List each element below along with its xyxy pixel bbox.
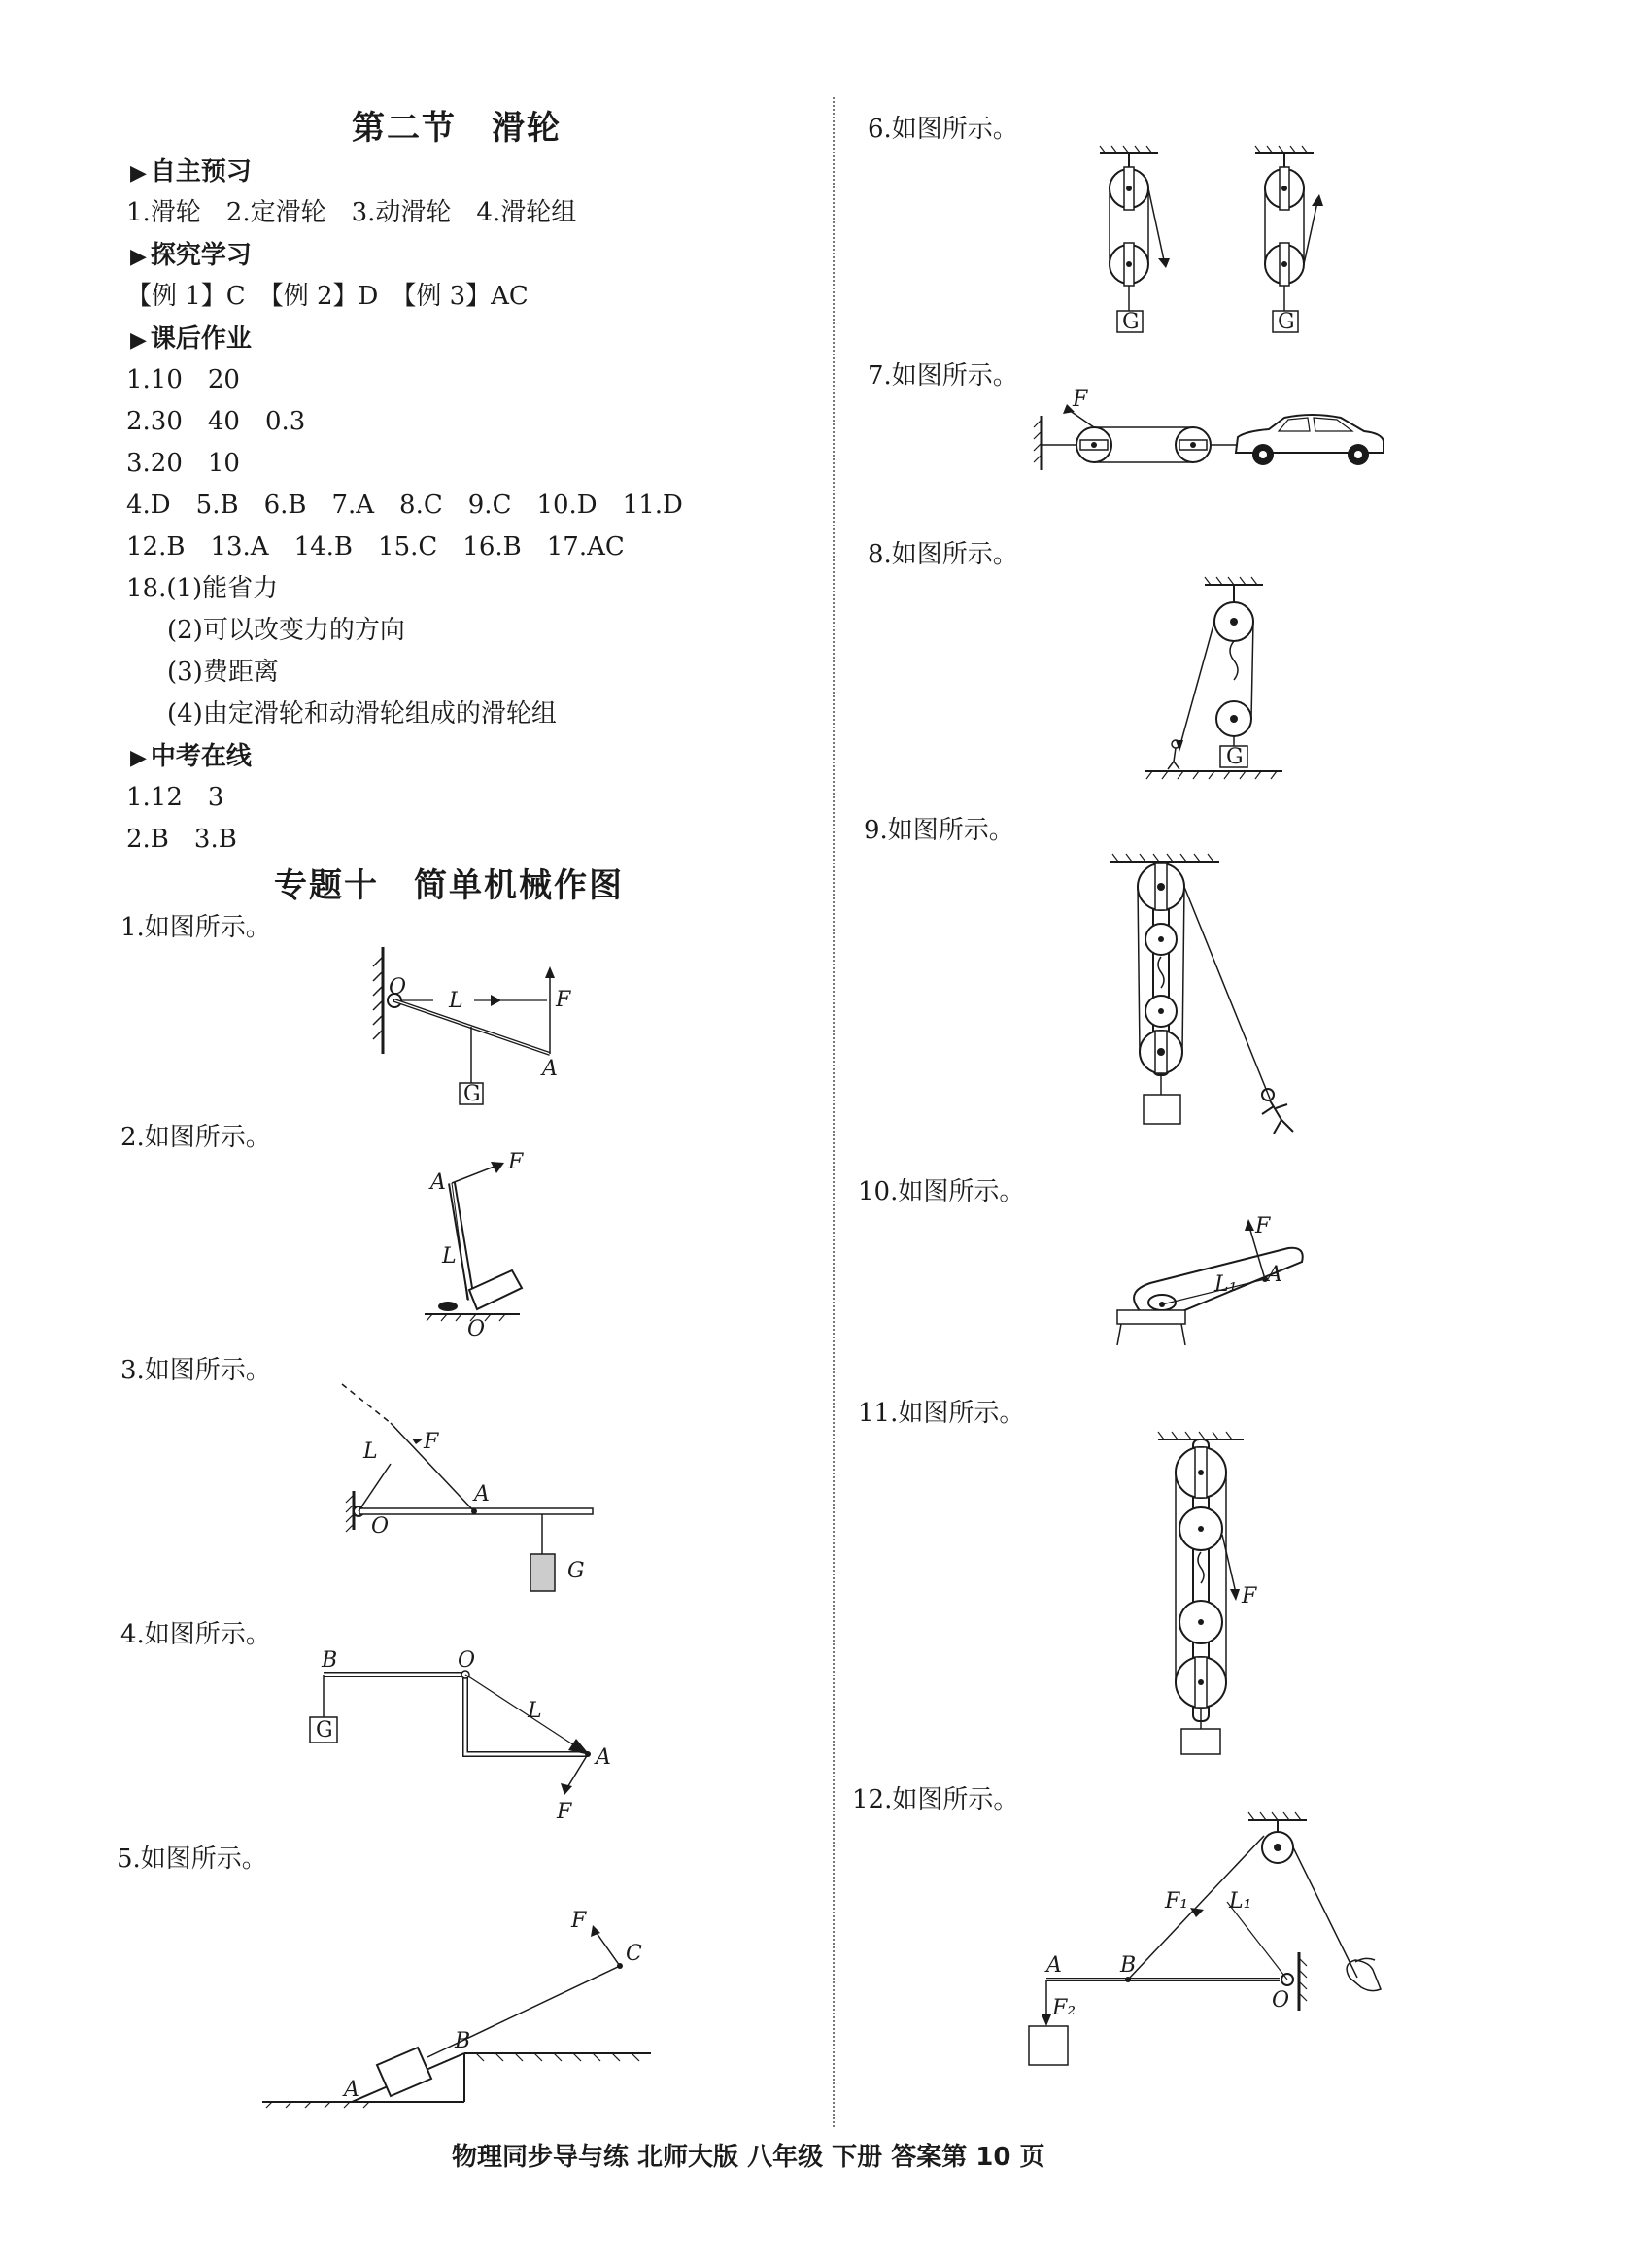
figure-caption: 2.如图所示。 <box>120 1123 271 1152</box>
label-F1: F₁ <box>1165 1889 1189 1913</box>
car-icon <box>1236 415 1384 465</box>
hand-icon <box>1347 1958 1381 1990</box>
label-O: O <box>1272 1988 1290 2013</box>
pulley-system-right <box>1255 146 1323 334</box>
label-O: O <box>389 975 407 999</box>
homework-line: (3)费距离 <box>167 658 279 687</box>
label-L: L <box>442 1244 457 1269</box>
preview-answers: 1.滑轮 2.定滑轮 3.动滑轮 4.滑轮组 <box>126 198 577 227</box>
homework-line: 2.30 40 0.3 <box>126 407 306 436</box>
figure-4-bent-lever-diagram <box>306 1647 636 1822</box>
section-title: 第二节 滑轮 <box>352 109 562 148</box>
label-B: B <box>322 1648 338 1673</box>
figure-caption: 11.如图所示。 <box>858 1399 1025 1428</box>
label-B: B <box>1120 1953 1137 1978</box>
label-F2: F₂ <box>1052 1996 1076 2020</box>
heading-inquiry: ▶ 探究学习 <box>130 235 252 271</box>
label-F: F <box>1242 1584 1257 1608</box>
label-F: F <box>1073 388 1088 412</box>
label-G: G <box>316 1718 333 1743</box>
label-F: F <box>571 1909 587 1933</box>
figure-8-pulley-diagram <box>1137 573 1292 796</box>
heading-exam: ▶ 中考在线 <box>130 736 252 772</box>
figure-caption: 7.如图所示。 <box>868 361 1018 390</box>
page-footer: 物理同步导与练 北师大版 八年级 下册 答案第 10 页 <box>452 2143 1045 2172</box>
label-F: F <box>556 988 571 1012</box>
label-A: A <box>1046 1953 1062 1978</box>
figure-7-car-pulley-diagram <box>1030 389 1409 486</box>
heading-preview: ▶ 自主预习 <box>130 152 252 187</box>
figure-caption: 4.如图所示。 <box>120 1620 271 1649</box>
label-L1: L₁ <box>1229 1889 1252 1913</box>
label-B: B <box>455 2029 471 2053</box>
figure-caption: 8.如图所示。 <box>868 540 1018 569</box>
figure-6-pulley-diagrams <box>1088 146 1341 345</box>
label-O: O <box>458 1648 476 1673</box>
figure-caption: 5.如图所示。 <box>117 1845 267 1874</box>
label-L1: L₁ <box>1214 1272 1238 1297</box>
figure-caption: 6.如图所示。 <box>868 115 1018 144</box>
heading-homework: ▶ 课后作业 <box>130 319 252 355</box>
label-L: L <box>363 1439 378 1464</box>
label-F: F <box>1255 1214 1271 1238</box>
label-O: O <box>467 1317 486 1341</box>
label-A: A <box>474 1482 490 1506</box>
figure-11-pulley-chain-diagram <box>1137 1428 1273 1768</box>
exam-line: 1.12 3 <box>126 783 224 812</box>
person-icon <box>1262 1089 1293 1134</box>
homework-line: 3.20 10 <box>126 449 240 478</box>
figure-caption: 3.如图所示。 <box>120 1356 271 1385</box>
topic-title: 专题十 简单机械作图 <box>274 866 624 905</box>
figure-2-hammer-diagram <box>413 1150 578 1341</box>
figure-3-bar-diagram <box>330 1384 612 1603</box>
label-C: C <box>626 1942 642 1966</box>
label-F: F <box>424 1430 439 1454</box>
label-G: G <box>1122 310 1140 334</box>
label-A: A <box>542 1057 558 1081</box>
figure-5-incline-diagram <box>262 1863 670 2116</box>
figure-10-bottle-opener-diagram <box>1108 1209 1321 1374</box>
column-divider <box>833 97 835 2127</box>
figure-caption: 1.如图所示。 <box>120 913 271 942</box>
label-F: F <box>557 1800 572 1824</box>
exam-line: 2.B 3.B <box>126 825 237 854</box>
label-G: G <box>1278 310 1295 334</box>
figure-1-lever-diagram <box>369 947 593 1106</box>
inquiry-answers: 【例 1】C 【例 2】D 【例 3】AC <box>126 282 529 311</box>
homework-line: (2)可以改变力的方向 <box>167 616 405 645</box>
figure-caption: 10.如图所示。 <box>858 1177 1025 1206</box>
figure-12-lever-pulley-diagram <box>1015 1807 1404 2088</box>
homework-line: 18.(1)能省力 <box>126 574 279 603</box>
label-G: G <box>463 1082 481 1106</box>
figure-caption: 12.如图所示。 <box>852 1785 1019 1814</box>
homework-line: 1.10 20 <box>126 365 240 394</box>
label-L: L <box>449 989 463 1013</box>
label-G: G <box>567 1559 585 1583</box>
figure-caption: 9.如图所示。 <box>864 816 1014 845</box>
homework-line: 12.B 13.A 14.B 15.C 16.B 17.AC <box>126 532 625 561</box>
homework-line: 4.D 5.B 6.B 7.A 8.C 9.C 10.D 11.D <box>126 491 683 520</box>
label-A: A <box>596 1745 611 1770</box>
label-G: G <box>1226 745 1244 769</box>
homework-line: (4)由定滑轮和动滑轮组成的滑轮组 <box>167 699 557 728</box>
label-A: A <box>1267 1263 1282 1287</box>
figure-9-block-tackle-diagram <box>1103 850 1316 1170</box>
label-O: O <box>371 1514 390 1539</box>
label-F: F <box>508 1150 524 1174</box>
pulley-system-left <box>1100 146 1170 334</box>
label-A: A <box>430 1170 446 1195</box>
label-A: A <box>344 2078 359 2102</box>
label-L: L <box>528 1699 542 1723</box>
